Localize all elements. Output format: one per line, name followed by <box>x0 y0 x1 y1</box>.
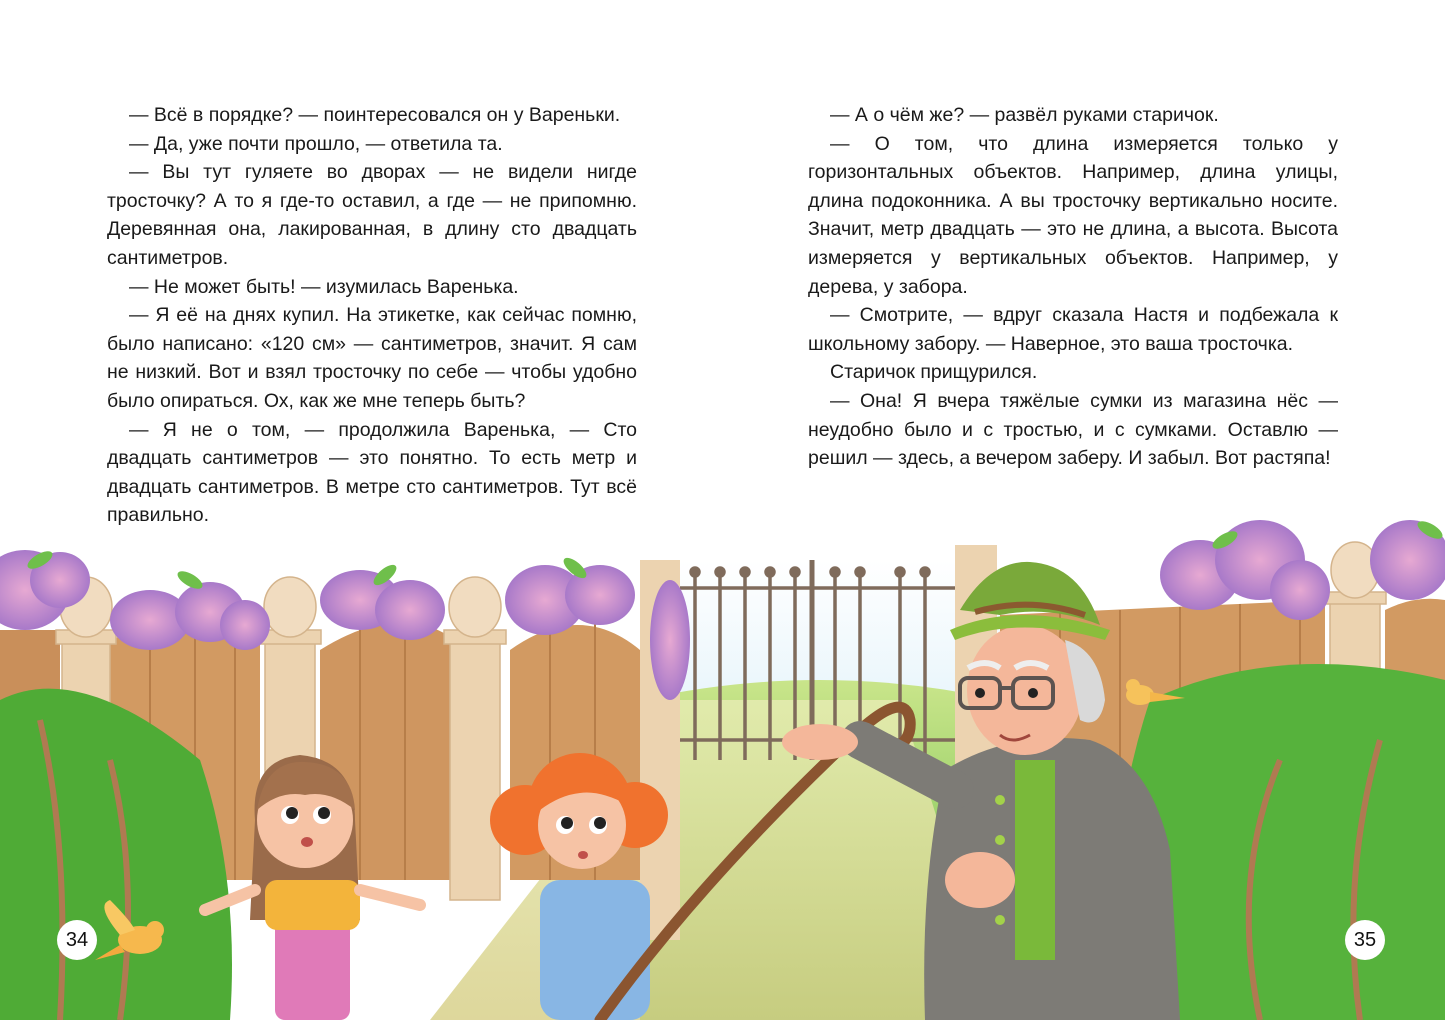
paragraph: — Она! Я вчера тяжёлые сумки из магазина нёс — неудобно было и с тростью, и с сумками. Оставлю — решил — здесь, а вечером заберу. И забыл. Вот растяпа! <box>808 389 1338 470</box>
paragraph: — Да, уже почти прошло, — ответила та. <box>129 132 503 155</box>
paragraph: — Я её на днях купил. На этикетке, как сейчас помню, было написано: «120 см» — сантиметров, значит. Я сам не низкий. Вот и взял тросточку по себе — чтобы удобно было опираться. Ох, как же мне теперь быть? <box>107 304 637 412</box>
paragraph: — О том, что длина измеряется только у горизонтальных объектов. Например, длина улицы, длина подоконника. А вы тросточку вертикально носите. Значит, метр двадцать — это не длина, а высота. Высота измеряется у вертикальных объектов. Например, у дерева, у забора. <box>808 132 1338 298</box>
paragraph: — Всё в порядке? — поинтересовался он у Вареньки. <box>129 104 621 126</box>
paragraph: — Вы тут гуляете во дворах — не видели нигде тросточку? А то я где-то оставил, а где — не припомню. Деревянная она, лакированная, в длину сто двадцать сантиметров. <box>107 161 637 269</box>
paragraph: — Смотрите, — вдруг сказала Настя и подбежала к школьному забору. — Наверное, это ваша тросточка. <box>808 304 1338 355</box>
left-page-text <box>107 101 637 530</box>
right-page-text <box>808 101 1338 473</box>
paragraph: Старичок прищурился. <box>830 361 1038 384</box>
paragraph: — Я не о том, — продолжила Варенька, — Сто двадцать сантиметров — это понятно. То есть метр и двадцать сантиметров. В метре сто сантиметров. Тут всё правильно. <box>107 418 637 527</box>
page-number-right: 35 <box>1345 920 1385 960</box>
paragraph: — Не может быть! — изумилась Варенька. <box>129 275 519 298</box>
page-number-left: 34 <box>57 920 97 960</box>
paragraph: — А о чём же? — развёл руками старичок. <box>830 104 1219 126</box>
